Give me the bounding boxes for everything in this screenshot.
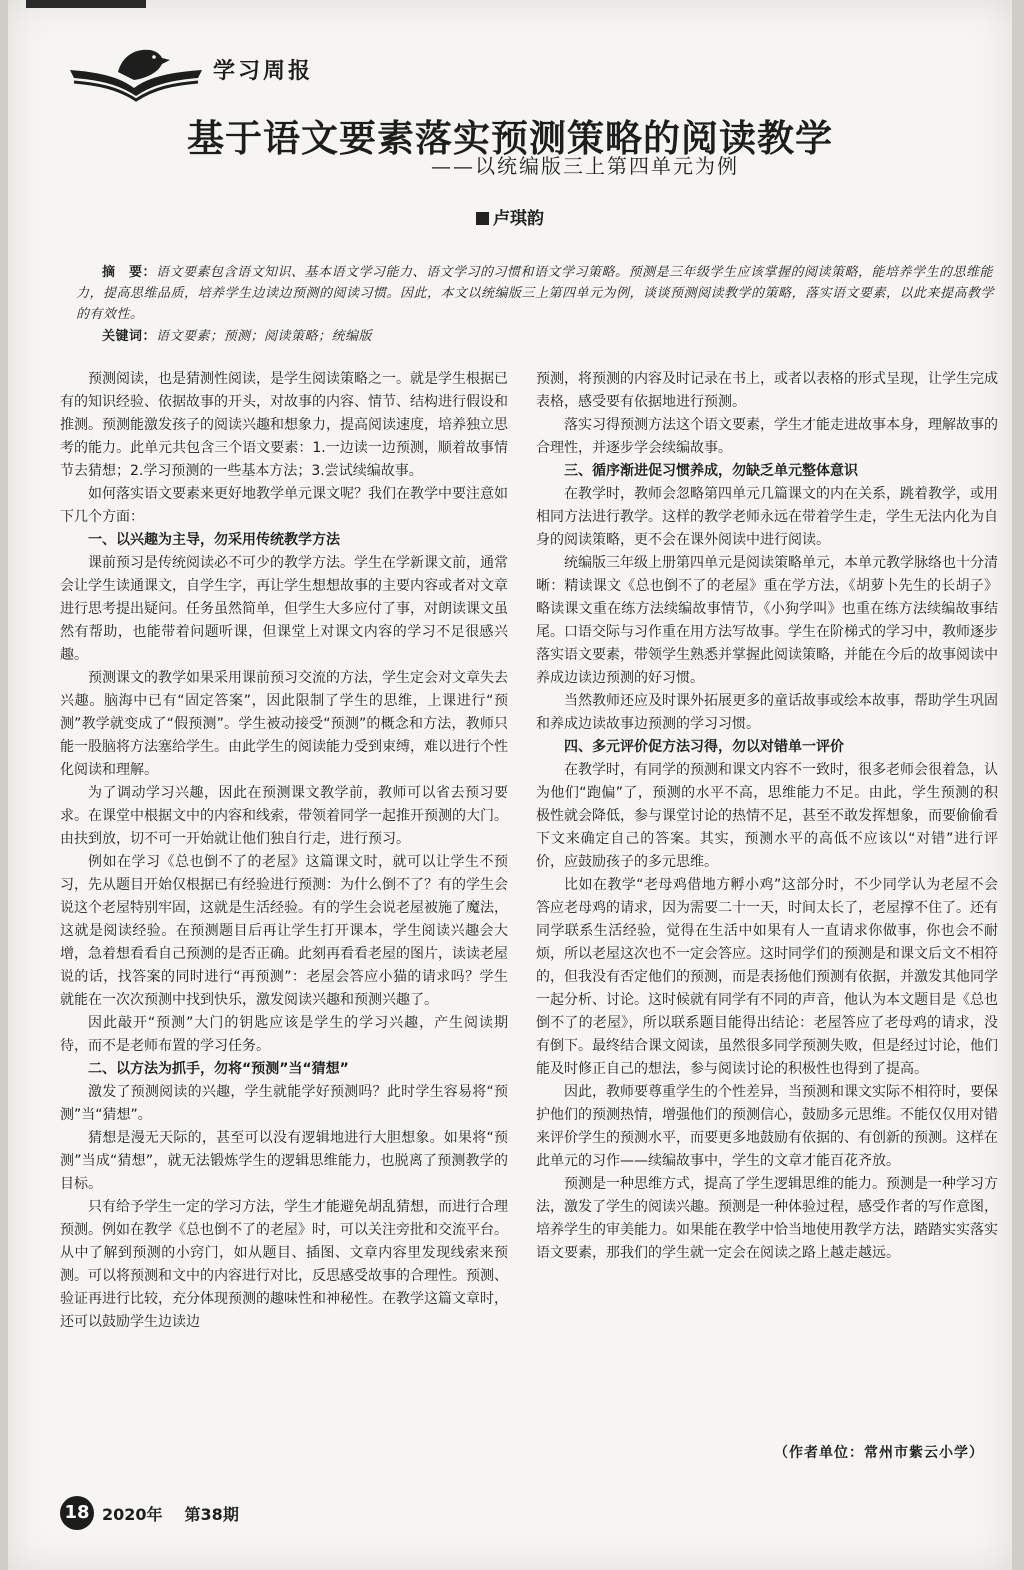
square-bullet-icon	[476, 212, 489, 225]
corner-mark	[26, 0, 146, 8]
author-line	[8, 204, 1012, 229]
abstract-label: 摘 要：	[102, 265, 157, 280]
section-heading: 三、循序渐进促习惯养成，勿缺乏单元整体意识	[564, 463, 858, 479]
page-number: 18	[60, 1496, 94, 1530]
paragraph: 例如在学习《总也倒不了的老屋》这篇课文时，就可以让学生不预习，先从题目开始仅根据已有经验进行预测：为什么倒不了？有的学生会说这个老屋特别牢固，这就是生活经验。有的学生会说老屋被施了魔法，这就是阅读经验。在预测题目后再让学生打开课本，学生阅读兴趣会大增，急着想看看自己预测的是否正确。此刻再看看老屋的图片，读读老屋说的话，找答案的同时进行“再预测”：老屋会答应小猫的请求吗？学生就能在一次次预测中找到快乐，激发阅读兴趣和预测兴趣了。	[60, 854, 508, 1008]
article-title: 基于语文要素落实预测策略的阅读教学	[187, 116, 833, 160]
article-subtitle: ——以统编版三上第四单元为例	[431, 154, 739, 178]
paragraph: 猜想是漫无天际的，甚至可以没有逻辑地进行大胆想象。如果将“预测”当成“猜想”，就无法锻炼学生的逻辑思维能力，也脱离了预测教学的目标。	[60, 1130, 508, 1192]
paragraph: 因此敲开“预测”大门的钥匙应该是学生的学习兴趣，产生阅读期待，而不是老师布置的学习任务。	[60, 1015, 508, 1054]
keywords-label: 关键词：	[102, 329, 157, 344]
author-affiliation: （作者单位：常州市紫云小学）	[774, 1445, 984, 1461]
section-heading: 四、多元评价促方法习得，勿以对错单一评价	[564, 739, 844, 755]
keywords-text: 语文要素；预测；阅读策略；统编版	[156, 329, 373, 344]
right-column	[536, 368, 998, 1478]
keywords	[76, 326, 996, 347]
author-name: 卢琪韵	[493, 209, 544, 229]
bird-book-logo-icon	[66, 42, 206, 104]
paragraph: 比如在教学“老母鸡借地方孵小鸡”这部分时，不少同学认为老屋不会答应老母鸡的请求，因为需要二十一天，时间太长了，老屋撑不住了。还有同学联系生活经验，觉得在生活中如果有人一直请求你做事，你也会不耐烦，所以老屋这次也不一定会答应。这时同学们的预测是和课文后文不相符的，但我没有否定他们的预测，而是表扬他们预测有依据，并激发其他同学一起分析、讨论。这时候就有同学有不同的声音，他认为本文题目是《总也倒不了的老屋》，所以联系题目能得出结论：老屋答应了老母鸡的请求，没有倒下。最终结合课文阅读，虽然很多同学预测失败，但是经过讨论，他们能及时修正自己的想法，参与阅读讨论的积极性也得到了提高。	[536, 877, 998, 1077]
paragraph: 预测阅读，也是猜测性阅读，是学生阅读策略之一。就是学生根据已有的知识经验、依据故事的开头，对故事的内容、情节、结构进行假设和推测。预测能激发孩子的阅读兴趣和想象力，提高阅读速度，培养独立思考的能力。此单元共包含三个语文要素：1.一边读一边预测，顺着故事情节去猜想；2.学习预测的一些基本方法；3.尝试续编故事。	[60, 371, 508, 479]
paragraph: 统编版三年级上册第四单元是阅读策略单元，本单元教学脉络也十分清晰：精读课文《总也倒不了的老屋》重在学方法，《胡萝卜先生的长胡子》略读课文重在练方法续编故事情节，《小狗学叫》也重在练方法续编故事结尾。口语交际与习作重在用方法写故事。学生在阶梯式的学习中，教师逐步落实语文要素，带领学生熟悉并掌握此阅读策略，并能在今后的故事阅读中养成边读边预测的好习惯。	[536, 555, 998, 686]
section-heading: 二、以方法为抓手，勿将“预测”当“猜想”	[88, 1061, 349, 1077]
paragraph: 预测，将预测的内容及时记录在书上，或者以表格的形式呈现，让学生完成表格，感受要有依据地进行预测。	[536, 371, 998, 410]
paragraph: 预测是一种思维方式，提高了学生逻辑思维的能力。预测是一种学习方法，激发了学生的阅读兴趣。预测是一种体验过程，感受作者的写作意图，培养学生的审美能力。如果能在教学中恰当地使用教学方法，踏踏实实落实语文要素，那我们的学生就一定会在阅读之路上越走越远。	[536, 1176, 998, 1261]
paragraph: 只有给予学生一定的学习方法，学生才能避免胡乱猜想，而进行合理预测。例如在教学《总也倒不了的老屋》时，可以关注旁批和交流平台。从中了解到预测的小窍门，如从题目、插图、文章内容里发现线索来预测。可以将预测和文中的内容进行对比，反思感受故事的合理性。预测、验证再进行比较，充分体现预测的趣味性和神秘性。在教学这篇文章时，还可以鼓励学生边读边	[60, 1199, 508, 1330]
paragraph: 落实习得预测方法这个语文要素，学生才能走进故事本身，理解故事的合理性，并逐步学会续编故事。	[536, 417, 998, 456]
paragraph: 因此，教师要尊重学生的个性差异，当预测和课文实际不相符时，要保护他们的预测热情，增强他们的预测信心，鼓励多元思维。不能仅仅用对错来评价学生的预测水平，而要更多地鼓励有依据的、有创新的预测。这样在此单元的习作——续编故事中，学生的文章才能百花齐放。	[536, 1084, 998, 1169]
left-column	[60, 368, 508, 1478]
issue-year: 2020年	[102, 1505, 163, 1524]
abstract	[76, 262, 996, 325]
paragraph: 为了调动学习兴趣，因此在预测课文教学前，教师可以省去预习要求。在课堂中根据文中的内容和线索，带领着同学一起推开预测的大门。由扶到放，切不可一开始就让他们独自行走，进行预习。	[60, 785, 508, 847]
paragraph: 当然教师还应及时课外拓展更多的童话故事或绘本故事，帮助学生巩固和养成边读故事边预测的学习习惯。	[536, 693, 998, 732]
section-heading: 一、以兴趣为主导，勿采用传统教学方法	[88, 532, 340, 548]
paragraph: 在教学时，有同学的预测和课文内容不一致时，很多老师会很着急，认为他们“跑偏”了，预测的水平不高，思维能力不足。由此，学生预测的积极性就会降低，参与课堂讨论的热情不足，甚至不敢发挥想象，而要偷偷看下文来确定自己的答案。其实，预测水平的高低不应该以“对错”进行评价，应鼓励孩子的多元思维。	[536, 762, 998, 870]
paragraph: 激发了预测阅读的兴趣，学生就能学好预测吗？此时学生容易将“预测”当“猜想”。	[60, 1084, 508, 1123]
issue-number: 第38期	[184, 1505, 239, 1524]
paragraph: 在教学时，教师会忽略第四单元几篇课文的内在关系，跳着教学，或用相同方法进行教学。这样的教学老师永远在带着学生走，学生无法内化为自身的阅读策略，更不会在课外阅读中进行阅读。	[536, 486, 998, 548]
paragraph: 预测课文的教学如果采用课前预习交流的方法，学生定会对文章失去兴趣。脑海中已有“固定答案”，因此限制了学生的思维，上课进行“预测”教学就变成了“假预测”。学生被动接受“预测”的概念和方法，教师只能一股脑将方法塞给学生。由此学生的阅读能力受到束缚，难以进行个性化阅读和理解。	[60, 670, 508, 778]
issue-info	[102, 1502, 261, 1525]
paragraph: 如何落实语文要素来更好地教学单元课文呢？我们在教学中要注意如下几个方面：	[60, 486, 508, 525]
brand-name: 学习周报	[213, 59, 314, 84]
page	[8, 0, 1012, 1570]
paragraph: 课前预习是传统阅读必不可少的教学方法。学生在学新课文前，通常会让学生读通课文，自学生字，再让学生想想故事的主要内容或者对文章进行思考提出疑问。任务虽然简单，但学生大多应付了事，对朗读课文虽然有帮助，也能带着问题听课，但课堂上对课文内容的学习不足很感兴趣。	[60, 555, 508, 663]
abstract-text: 语文要素包含语文知识、基本语文学习能力、语文学习的习惯和语文学习策略。预测是三年级学生应该掌握的阅读策略，能培养学生的思维能力，提高思维品质，培养学生边读边预测的阅读习惯。因此，本文以统编版三上第四单元为例，谈谈预测阅读教学的策略，落实语文要素，以此来提高教学的有效性。	[76, 265, 995, 322]
